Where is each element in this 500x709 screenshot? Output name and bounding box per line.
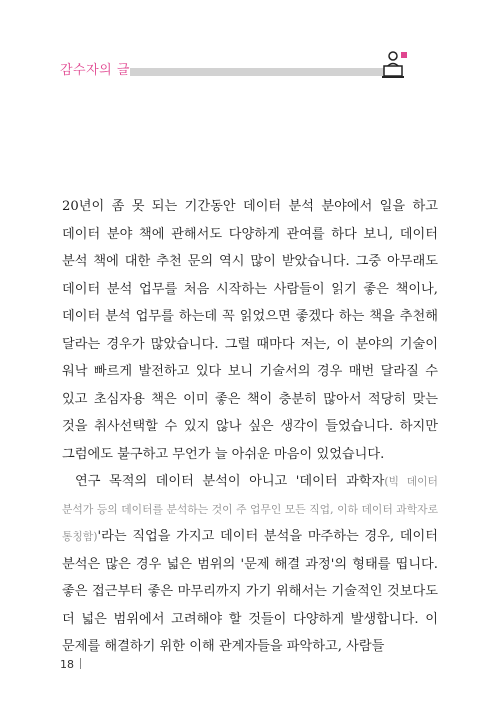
page-number-separator <box>80 658 81 669</box>
footnote-note: (빅 데이터 분석가 등의 데이터를 분석하는 것이 주 업무인 모든 직업, 이하 데이터 과학자로 통칭함) <box>62 475 438 543</box>
paragraph-1: 20년이 좀 못 되는 기간동안 데이터 분석 분야에서 일을 하고 데이터 분야 책에 관해서도 다양하게 관여를 하다 보니, 데이터 분석 책에 대한 추천 문의 역시 많이 받았습니다. 그중 아무래도 데이터 분석 업무를 처음 시작하는 사람들이 읽기 좋은 책이나, 데이터 분석 업무를 하는데 꼭 읽었으면 좋겠다 하는 책을 추천해 달라는 경우가 많았습니다. 그럴 때마다 저는, 이 분야의 기술이 워낙 빠르게 발전하고 있다 보니 기술서의 경우 매번 달라질 수 있고 초심자용 책은 이미 좋은 책이 충분히 많아서 적당히 맞는 것을 취사선택할 수 있지 않나 싶은 생각이 들었습니다. 하지만 그럼에도 불구하고 무언가 늘 아쉬운 마음이 있었습니다. <box>62 199 438 462</box>
paragraph-2-end: '라는 직업을 가지고 데이터 분석을 마주하는 경우, 데이터 분석은 많은 경우 넓은 범위의 '문제 해결 과정'의 형태를 띱니다. 좋은 접근부터 좋은 마무리까지 가기 위해서는 기술적인 것보다도 더 넓은 범위에서 고려해야 할 것들이 다양하게 발생합니다. 이 문제를 해결하기 위한 이해 관계자들을 파악하고, 사람들 <box>62 529 438 654</box>
page-footer <box>60 658 81 671</box>
page-number: 18 <box>60 658 74 671</box>
body-text <box>62 193 438 661</box>
paragraph-2-start: 연구 목적의 데이터 분석이 아니고 '데이터 과학자 <box>75 474 385 489</box>
paragraph-2 <box>62 468 438 661</box>
header-rule <box>130 68 388 76</box>
person-at-laptop-icon <box>382 50 408 80</box>
page-header <box>60 50 408 86</box>
section-title: 감수자의 글 <box>60 63 130 78</box>
